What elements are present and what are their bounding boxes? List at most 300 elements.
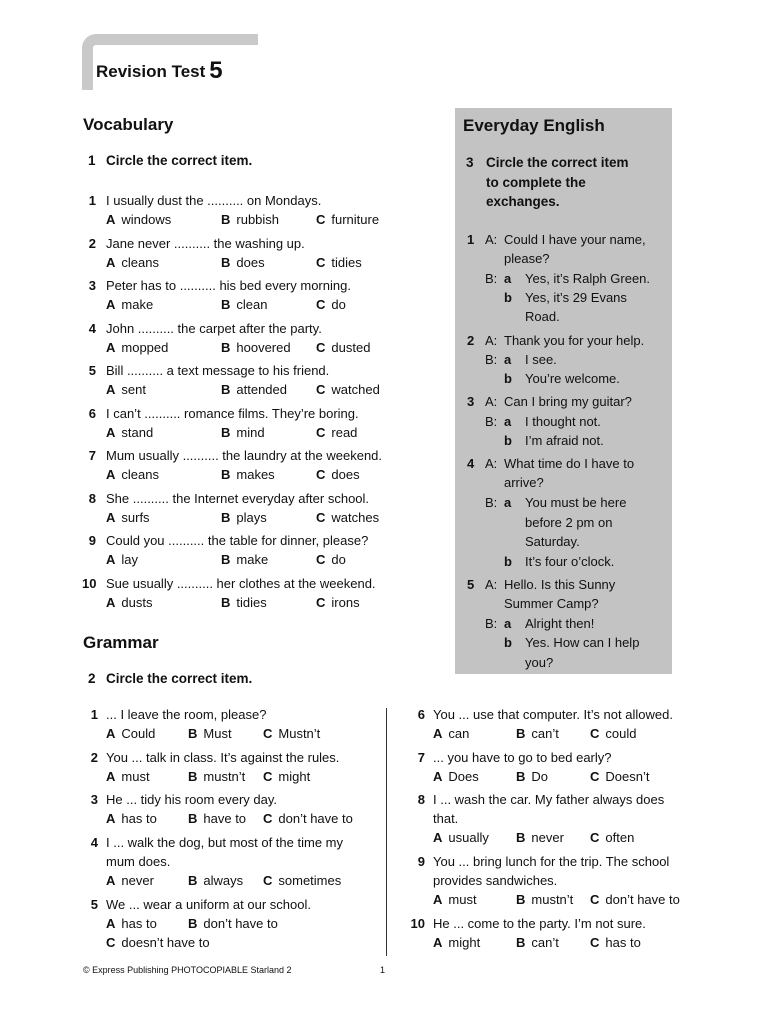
column-divider: [386, 708, 387, 956]
question-text: I can’t .......... romance films. They’re boring.: [106, 406, 359, 421]
option-letter: B: [188, 811, 198, 826]
option-text: make: [121, 297, 154, 312]
option-text: could: [605, 726, 637, 741]
option-b: [516, 828, 564, 847]
exchange-text: Yes. How can I help: [525, 635, 640, 650]
option-b: [188, 724, 232, 743]
option-b: [221, 508, 267, 527]
option-a: [106, 210, 171, 229]
option-letter: A: [433, 935, 443, 950]
option-b: [188, 767, 245, 786]
grammar-heading: Grammar: [83, 633, 159, 652]
question-text: ... I leave the room, please?: [106, 707, 267, 722]
title-number: 5: [209, 57, 223, 84]
option-b: [221, 253, 265, 272]
option-letter: B: [221, 467, 231, 482]
question-number: 3: [88, 278, 96, 293]
exchange-option-letter: a: [504, 271, 512, 286]
option-letter: A: [106, 382, 116, 397]
question-text: John .......... the carpet after the party.: [106, 321, 322, 336]
page-number: 1: [380, 965, 386, 975]
option-text: read: [331, 425, 358, 440]
exchange-number: 3: [467, 394, 475, 409]
exchange-speaker: A:: [485, 333, 498, 348]
option-b: [516, 933, 559, 952]
exchange-speaker: B:: [485, 271, 498, 286]
option-c: [316, 210, 379, 229]
option-letter: B: [188, 726, 198, 741]
question-text: ... you have to go to bed early?: [433, 750, 612, 765]
question-number: 9: [417, 854, 425, 869]
option-text: hoovered: [236, 340, 291, 355]
option-letter: A: [106, 873, 116, 888]
option-b: [221, 295, 267, 314]
option-c: [263, 724, 320, 743]
option-c: [106, 933, 210, 952]
option-b: [188, 914, 278, 933]
option-c: [263, 871, 341, 890]
option-text: furniture: [331, 212, 380, 227]
exchange-text: You’re welcome.: [525, 371, 620, 386]
question-text: provides sandwiches.: [433, 873, 558, 888]
option-text: clean: [236, 297, 268, 312]
vocabulary-question: [82, 276, 412, 316]
option-c: [590, 724, 636, 743]
option-text: mustn’t: [203, 769, 246, 784]
option-letter: B: [188, 873, 198, 888]
option-a: [106, 767, 150, 786]
option-text: rubbish: [236, 212, 280, 227]
option-text: surfs: [121, 510, 150, 525]
option-a: [106, 550, 138, 569]
exchange-text: you?: [525, 655, 554, 670]
instruction-line: to complete the: [486, 174, 586, 190]
option-text: dusted: [331, 340, 371, 355]
exchange-number: 2: [467, 333, 475, 348]
exchange-option-letter: b: [504, 290, 512, 305]
option-letter: C: [316, 297, 326, 312]
question-text: that.: [433, 811, 459, 826]
instruction-lines: [486, 153, 629, 212]
option-text: irons: [331, 595, 360, 610]
option-letter: C: [263, 726, 273, 741]
option-text: always: [203, 873, 244, 888]
exchange-text: I see.: [525, 352, 557, 367]
option-letter: B: [221, 382, 231, 397]
vocabulary-question: [82, 489, 412, 529]
vocabulary-question: [82, 446, 412, 486]
vocabulary-question: [82, 404, 412, 444]
option-letter: B: [221, 510, 231, 525]
option-text: tidies: [236, 595, 267, 610]
question-number: 6: [88, 406, 96, 421]
option-text: make: [236, 552, 269, 567]
option-text: usually: [448, 830, 489, 845]
question-number: 4: [90, 835, 98, 850]
option-text: do: [331, 552, 346, 567]
option-text: do: [331, 297, 346, 312]
option-letter: C: [590, 830, 600, 845]
option-text: Does: [448, 769, 479, 784]
exchange-option-letter: a: [504, 352, 512, 367]
option-a: [106, 338, 168, 357]
option-letter: C: [316, 510, 326, 525]
exchange-number: 4: [467, 456, 475, 471]
option-b: [516, 890, 573, 909]
option-c: [316, 253, 362, 272]
option-text: might: [448, 935, 481, 950]
question-number: 1: [90, 707, 98, 722]
question-number: 5: [88, 363, 96, 378]
everyday-english-box: [455, 108, 672, 674]
vocabulary-instruction: [88, 153, 252, 168]
exchange-option-letter: b: [504, 433, 512, 448]
instruction-line: exchanges.: [486, 194, 560, 209]
option-letter: A: [433, 769, 443, 784]
question-number: 5: [90, 897, 98, 912]
option-letter: A: [106, 297, 116, 312]
question-number: 10: [82, 576, 97, 591]
option-c: [590, 933, 641, 952]
question-text: Sue usually .......... her clothes at the weekend.: [106, 576, 376, 591]
option-letter: B: [516, 726, 526, 741]
option-text: can’t: [531, 726, 559, 741]
vocabulary-question: [82, 531, 412, 571]
option-letter: C: [316, 425, 326, 440]
option-b: [516, 724, 559, 743]
option-text: lay: [121, 552, 139, 567]
option-letter: B: [221, 255, 231, 270]
option-a: [106, 380, 146, 399]
option-letter: B: [221, 552, 231, 567]
instruction-text: Circle the correct item.: [106, 671, 253, 686]
option-text: never: [531, 830, 564, 845]
option-b: [188, 809, 246, 828]
option-text: Do: [531, 769, 549, 784]
option-letter: A: [106, 467, 116, 482]
vocabulary-heading: Vocabulary: [83, 115, 174, 134]
option-text: mopped: [121, 340, 169, 355]
question-text: mum does.: [106, 854, 171, 869]
vocabulary-question: [82, 361, 412, 401]
title-text: Revision Test: [96, 62, 206, 81]
instruction-text: Circle the correct item.: [106, 153, 253, 168]
exchange-option-letter: b: [504, 635, 512, 650]
vocabulary-question: [82, 191, 412, 231]
question-number: 6: [417, 707, 425, 722]
exchange-text: I’m afraid not.: [525, 433, 604, 448]
exchange-speaker: A:: [485, 456, 498, 471]
option-text: mustn’t: [531, 892, 574, 907]
option-c: [590, 828, 634, 847]
option-a: [433, 767, 479, 786]
question-text: He ... come to the party. I’m not sure.: [433, 916, 646, 931]
everyday-english-heading: Everyday English: [463, 116, 605, 135]
option-b: [221, 380, 287, 399]
option-c: [316, 338, 370, 357]
exchange-text: Yes, it’s Ralph Green.: [525, 271, 651, 286]
option-text: often: [605, 830, 635, 845]
option-text: plays: [236, 510, 267, 525]
exchange-option-letter: b: [504, 371, 512, 386]
question-text: He ... tidy his room every day.: [106, 792, 277, 807]
option-letter: B: [221, 297, 231, 312]
copyright-footer: © Express Publishing PHOTOCOPIABLE Starland 2: [83, 965, 292, 975]
question-number: 1: [88, 193, 96, 208]
vocabulary-question: [82, 234, 412, 274]
exchange-text: Could I have your name,: [504, 232, 646, 247]
option-letter: A: [106, 255, 116, 270]
option-a: [106, 465, 159, 484]
instruction-number: 2: [88, 671, 96, 686]
option-letter: C: [590, 892, 600, 907]
question-text: Mum usually .......... the laundry at the weekend.: [106, 448, 383, 463]
option-letter: C: [316, 212, 326, 227]
question-number: 2: [90, 750, 98, 765]
exchange-number: 5: [467, 577, 475, 592]
option-letter: C: [590, 935, 600, 950]
question-text: She .......... the Internet everyday after school.: [106, 491, 370, 506]
option-b: [221, 593, 267, 612]
option-text: can’t: [531, 935, 559, 950]
option-c: [316, 550, 346, 569]
option-text: tidies: [331, 255, 362, 270]
option-text: watched: [331, 382, 380, 397]
option-c: [316, 593, 360, 612]
exchange-speaker: A:: [485, 577, 498, 592]
option-b: [221, 210, 279, 229]
option-text: Doesn’t: [605, 769, 650, 784]
option-a: [106, 809, 157, 828]
option-b: [221, 423, 265, 442]
instruction-number: 1: [88, 153, 96, 168]
option-letter: B: [221, 595, 231, 610]
option-a: [106, 423, 153, 442]
option-text: sent: [121, 382, 146, 397]
option-letter: B: [516, 830, 526, 845]
option-letter: A: [106, 510, 116, 525]
option-letter: A: [106, 552, 116, 567]
exchange-text: Road.: [525, 309, 560, 324]
grammar-instruction: [88, 671, 252, 686]
option-letter: B: [221, 212, 231, 227]
question-text: You ... use that computer. It’s not allowed.: [433, 707, 673, 722]
option-text: Must: [203, 726, 232, 741]
option-text: windows: [121, 212, 172, 227]
option-text: don’t have to: [278, 811, 353, 826]
option-a: [106, 253, 159, 272]
option-letter: C: [590, 769, 600, 784]
option-c: [316, 508, 379, 527]
option-letter: C: [316, 255, 326, 270]
exchange-text: before 2 pm on: [525, 515, 613, 530]
option-letter: B: [516, 892, 526, 907]
exchange-text: What time do I have to: [504, 456, 635, 471]
question-text: We ... wear a uniform at our school.: [106, 897, 311, 912]
exchange-number: 1: [467, 232, 475, 247]
option-letter: C: [316, 595, 326, 610]
option-letter: C: [316, 467, 326, 482]
option-text: watches: [331, 510, 380, 525]
exchange-text: I thought not.: [525, 414, 601, 429]
option-text: has to: [121, 811, 157, 826]
option-c: [263, 809, 353, 828]
option-letter: A: [433, 892, 443, 907]
option-letter: A: [106, 769, 116, 784]
option-text: might: [278, 769, 311, 784]
question-number: 7: [88, 448, 96, 463]
option-letter: A: [106, 425, 116, 440]
option-letter: B: [188, 916, 198, 931]
exchange-text: You must be here: [525, 495, 627, 510]
option-letter: A: [106, 811, 116, 826]
option-text: Mustn’t: [278, 726, 321, 741]
exchange-speaker: B:: [485, 616, 498, 631]
option-a: [106, 724, 155, 743]
question-number: 2: [88, 236, 96, 251]
option-a: [106, 914, 157, 933]
option-b: [516, 767, 548, 786]
exchange-speaker: B:: [485, 414, 498, 429]
option-text: dusts: [121, 595, 153, 610]
option-text: Could: [121, 726, 156, 741]
question-number: 3: [90, 792, 98, 807]
option-text: does: [236, 255, 265, 270]
option-letter: A: [106, 212, 116, 227]
option-text: must: [121, 769, 150, 784]
exchange-option-letter: a: [504, 616, 512, 631]
question-text: I usually dust the .......... on Mondays.: [106, 193, 322, 208]
option-letter: B: [221, 425, 231, 440]
option-letter: B: [221, 340, 231, 355]
option-text: sometimes: [278, 873, 342, 888]
exchange-option-letter: a: [504, 495, 512, 510]
option-text: can: [448, 726, 470, 741]
exchange-option-letter: a: [504, 414, 512, 429]
question-number: 4: [88, 321, 96, 336]
option-a: [106, 295, 153, 314]
option-c: [316, 423, 357, 442]
option-letter: A: [106, 340, 116, 355]
option-a: [433, 724, 469, 743]
option-letter: C: [263, 873, 273, 888]
exchange-option-letter: b: [504, 554, 512, 569]
option-letter: C: [263, 811, 273, 826]
exchange-text: Saturday.: [525, 534, 580, 549]
option-c: [590, 767, 649, 786]
exchange-speaker: B:: [485, 352, 498, 367]
option-c: [316, 465, 360, 484]
exchange-text: please?: [504, 251, 550, 266]
option-letter: C: [316, 340, 326, 355]
option-a: [106, 508, 150, 527]
question-text: Peter has to .......... his bed every morning.: [106, 278, 351, 293]
question-text: You ... bring lunch for the trip. The school: [433, 854, 670, 869]
option-letter: B: [188, 769, 198, 784]
option-text: never: [121, 873, 154, 888]
exchange-text: Yes, it’s 29 Evans: [525, 290, 627, 305]
option-text: don’t have to: [203, 916, 278, 931]
option-a: [433, 933, 480, 952]
option-a: [433, 828, 489, 847]
exchange-speaker: A:: [485, 394, 498, 409]
exchange-text: Can I bring my guitar?: [504, 394, 632, 409]
option-c: [263, 767, 310, 786]
option-c: [316, 380, 380, 399]
option-text: doesn’t have to: [121, 935, 210, 950]
question-number: 8: [417, 792, 425, 807]
option-b: [221, 465, 275, 484]
option-text: cleans: [121, 467, 159, 482]
question-text: Bill .......... a text message to his friend.: [106, 363, 330, 378]
question-number: 8: [88, 491, 96, 506]
exchange-text: Thank you for your help.: [504, 333, 645, 348]
option-text: has to: [121, 916, 157, 931]
option-b: [221, 550, 268, 569]
option-c: [316, 295, 346, 314]
exchange-text: Summer Camp?: [504, 596, 599, 611]
option-letter: A: [433, 830, 443, 845]
option-text: has to: [605, 935, 641, 950]
option-text: have to: [203, 811, 247, 826]
question-number: 7: [417, 750, 425, 765]
option-b: [188, 871, 243, 890]
exchange-text: arrive?: [504, 475, 544, 490]
option-text: stand: [121, 425, 154, 440]
vocabulary-question: [82, 574, 412, 614]
option-text: does: [331, 467, 360, 482]
option-text: must: [448, 892, 477, 907]
option-letter: A: [106, 595, 116, 610]
option-a: [433, 890, 477, 909]
option-text: mind: [236, 425, 265, 440]
option-letter: C: [316, 382, 326, 397]
question-number: 9: [88, 533, 96, 548]
option-a: [106, 871, 154, 890]
option-b: [221, 338, 291, 357]
question-text: Could you .......... the table for dinner, please?: [106, 533, 369, 548]
option-text: don’t have to: [605, 892, 680, 907]
exchange-speaker: B:: [485, 495, 498, 510]
question-text: I ... walk the dog, but most of the time my: [106, 835, 343, 850]
option-letter: C: [263, 769, 273, 784]
option-letter: B: [516, 935, 526, 950]
option-letter: A: [106, 916, 116, 931]
option-letter: C: [106, 935, 116, 950]
option-letter: A: [106, 726, 116, 741]
exchange-text: Alright then!: [525, 616, 595, 631]
option-a: [106, 593, 152, 612]
page-title: [96, 56, 223, 84]
option-letter: A: [433, 726, 443, 741]
question-text: I ... wash the car. My father always does: [433, 792, 665, 807]
option-letter: C: [590, 726, 600, 741]
instruction-number: 3: [466, 155, 474, 170]
question-text: You ... talk in class. It’s against the rules.: [106, 750, 340, 765]
option-text: cleans: [121, 255, 159, 270]
option-letter: C: [316, 552, 326, 567]
instruction-line: Circle the correct item: [486, 155, 629, 170]
option-c: [590, 890, 680, 909]
vocabulary-question: [82, 319, 412, 359]
option-letter: B: [516, 769, 526, 784]
question-number: 10: [410, 916, 425, 931]
option-text: makes: [236, 467, 275, 482]
option-text: attended: [236, 382, 287, 397]
exchange-speaker: A:: [485, 232, 498, 247]
exchange-text: It’s four o’clock.: [525, 554, 615, 569]
question-text: Jane never .......... the washing up.: [106, 236, 305, 251]
